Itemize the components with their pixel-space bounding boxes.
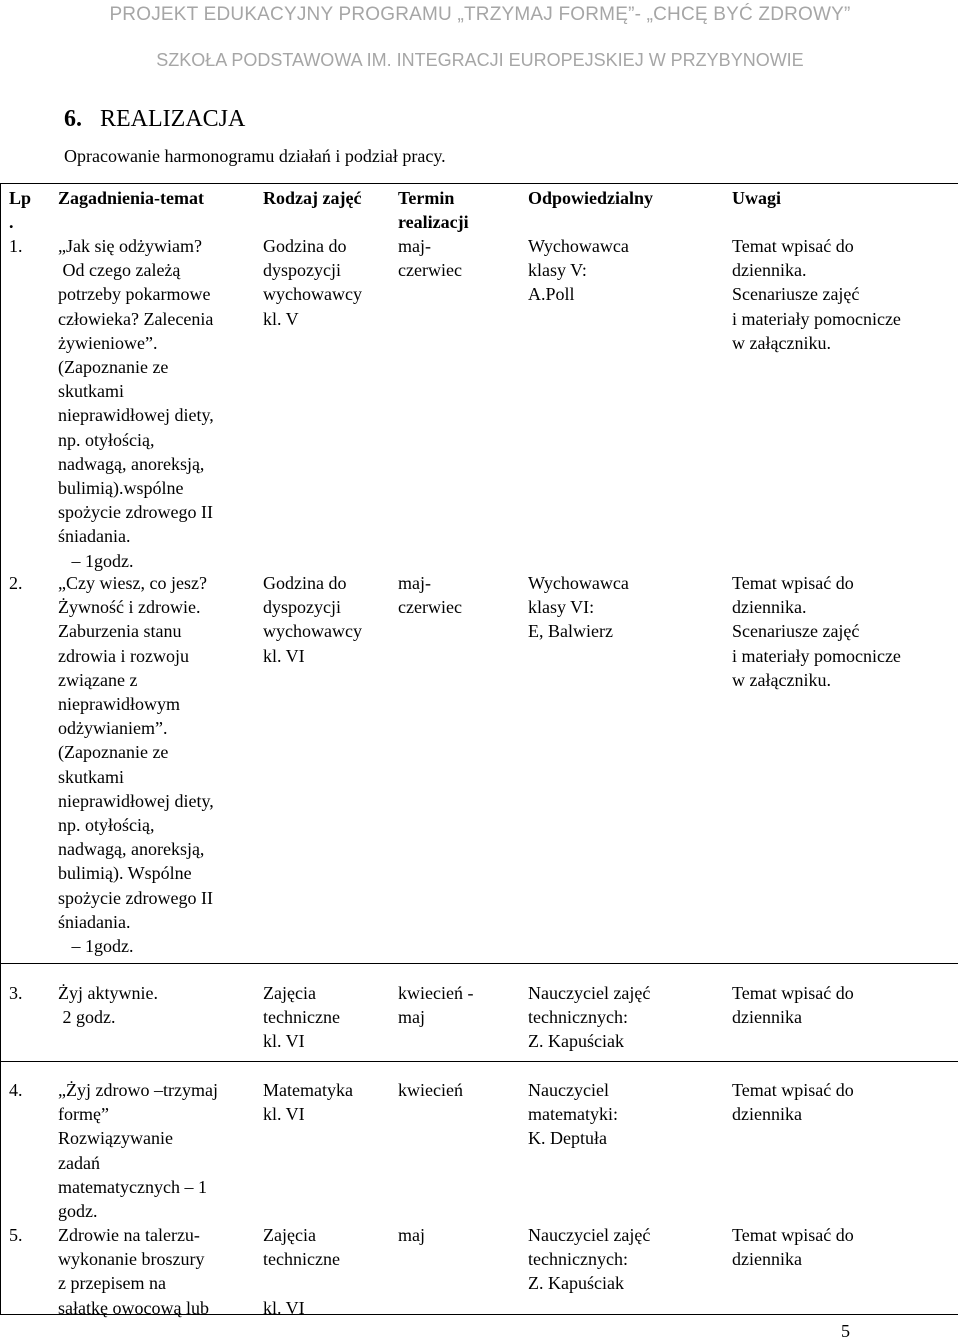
cell-notes: Temat wpisać do dziennika. Scenariusze zajęć i materiały pomocnicze w załączniku. — [732, 236, 901, 353]
cell-type: Godzina do dyspozycji wychowawcy kl. VI — [263, 573, 362, 666]
cell-lp: 5. — [9, 1225, 23, 1245]
cell-lp: 2. — [9, 573, 23, 593]
row-divider — [0, 963, 958, 964]
cell-responsible: Wychowawca klasy V: A.Poll — [528, 236, 629, 305]
cell-topic: Żyj aktywnie. 2 godz. — [58, 983, 158, 1028]
cell-topic: „Żyj zdrowo –trzymaj formę” Rozwiązywanie zadań matematycznych – 1 godz. — [58, 1080, 218, 1222]
cell-responsible: Nauczyciel zajęć technicznych: Z. Kapuściak — [528, 1225, 651, 1294]
header-topic: Zagadnienia-temat — [58, 188, 204, 208]
cell-term: maj- czerwiec — [398, 573, 462, 618]
cell-type: Matematyka kl. VI — [263, 1080, 353, 1125]
cell-notes: Temat wpisać do dziennika. Scenariusze zajęć i materiały pomocnicze w załączniku. — [732, 573, 901, 690]
cell-term: maj — [398, 1225, 425, 1245]
cell-topic: „Czy wiesz, co jesz? Żywność i zdrowie. Zaburzenia stanu zdrowia i rozwoju związane z nieprawidłowym odżywianiem”. (Zapoznanie ze skutkami nieprawidłowej diety, np. otyłością, nadwagą, anoreksją, bulimią). Wspólne spożycie zdrowego II śniadania. – 1godz. — [58, 573, 214, 957]
section-title: REALIZACJA — [100, 106, 246, 132]
table-border-top — [0, 183, 958, 184]
cell-type: Zajęcia techniczne kl. VI — [263, 1225, 340, 1318]
header-term: Termin realizacji — [398, 188, 469, 233]
cell-term: maj- czerwiec — [398, 236, 462, 281]
cell-lp: 4. — [9, 1080, 23, 1100]
cell-notes: Temat wpisać do dziennika — [732, 1080, 854, 1125]
cell-lp: 1. — [9, 236, 23, 256]
header-notes: Uwagi — [732, 188, 781, 208]
page-number: 5 — [841, 1321, 850, 1341]
header-lp-line2: . — [9, 212, 14, 233]
row-divider — [0, 1061, 958, 1062]
header-type: Rodzaj zajęć — [263, 188, 362, 208]
header-lp — [9, 186, 31, 234]
cell-term: kwiecień - maj — [398, 983, 474, 1028]
document-header-project: PROJEKT EDUKACYJNY PROGRAMU „TRZYMAJ FORMĘ”- „CHCĘ BYĆ ZDROWY” — [109, 4, 851, 25]
cell-type: Zajęcia techniczne kl. VI — [263, 983, 340, 1052]
cell-responsible: Nauczyciel zajęć technicznych: Z. Kapuściak — [528, 983, 651, 1052]
cell-responsible: Nauczyciel matematyki: K. Deptuła — [528, 1080, 618, 1149]
cell-lp: 3. — [9, 983, 23, 1003]
table-border-left — [0, 183, 1, 1315]
cell-type: Godzina do dyspozycji wychowawcy kl. V — [263, 236, 362, 329]
cell-responsible: Wychowawca klasy VI: E, Balwierz — [528, 573, 629, 642]
cell-topic: „Jak się odżywiam? Od czego zależą potrzeby pokarmowe człowieka? Zalecenia żywieniowe”. (Zapoznanie ze skutkami nieprawidłowej diety, np. otyłością, nadwagą, anoreksją, bulimią).wspólne spożycie zdrowego II śniadania. – 1godz. — [58, 236, 214, 571]
intro-text: Opracowanie harmonogramu działań i podział pracy. — [64, 146, 446, 166]
section-heading — [64, 106, 245, 133]
cell-term: kwiecień — [398, 1080, 463, 1100]
header-responsible: Odpowiedzialny — [528, 188, 654, 208]
header-lp-line1: Lp — [9, 188, 32, 208]
cell-notes: Temat wpisać do dziennika — [732, 983, 854, 1028]
cell-notes: Temat wpisać do dziennika — [732, 1225, 854, 1270]
section-number: 6. — [64, 106, 82, 132]
document-header-school: SZKOŁA PODSTAWOWA IM. INTEGRACJI EUROPEJSKIEJ W PRZYBYNOWIE — [156, 50, 804, 70]
cell-topic: Zdrowie na talerzu- wykonanie broszury z przepisem na sałatkę owocową lub — [58, 1225, 209, 1318]
